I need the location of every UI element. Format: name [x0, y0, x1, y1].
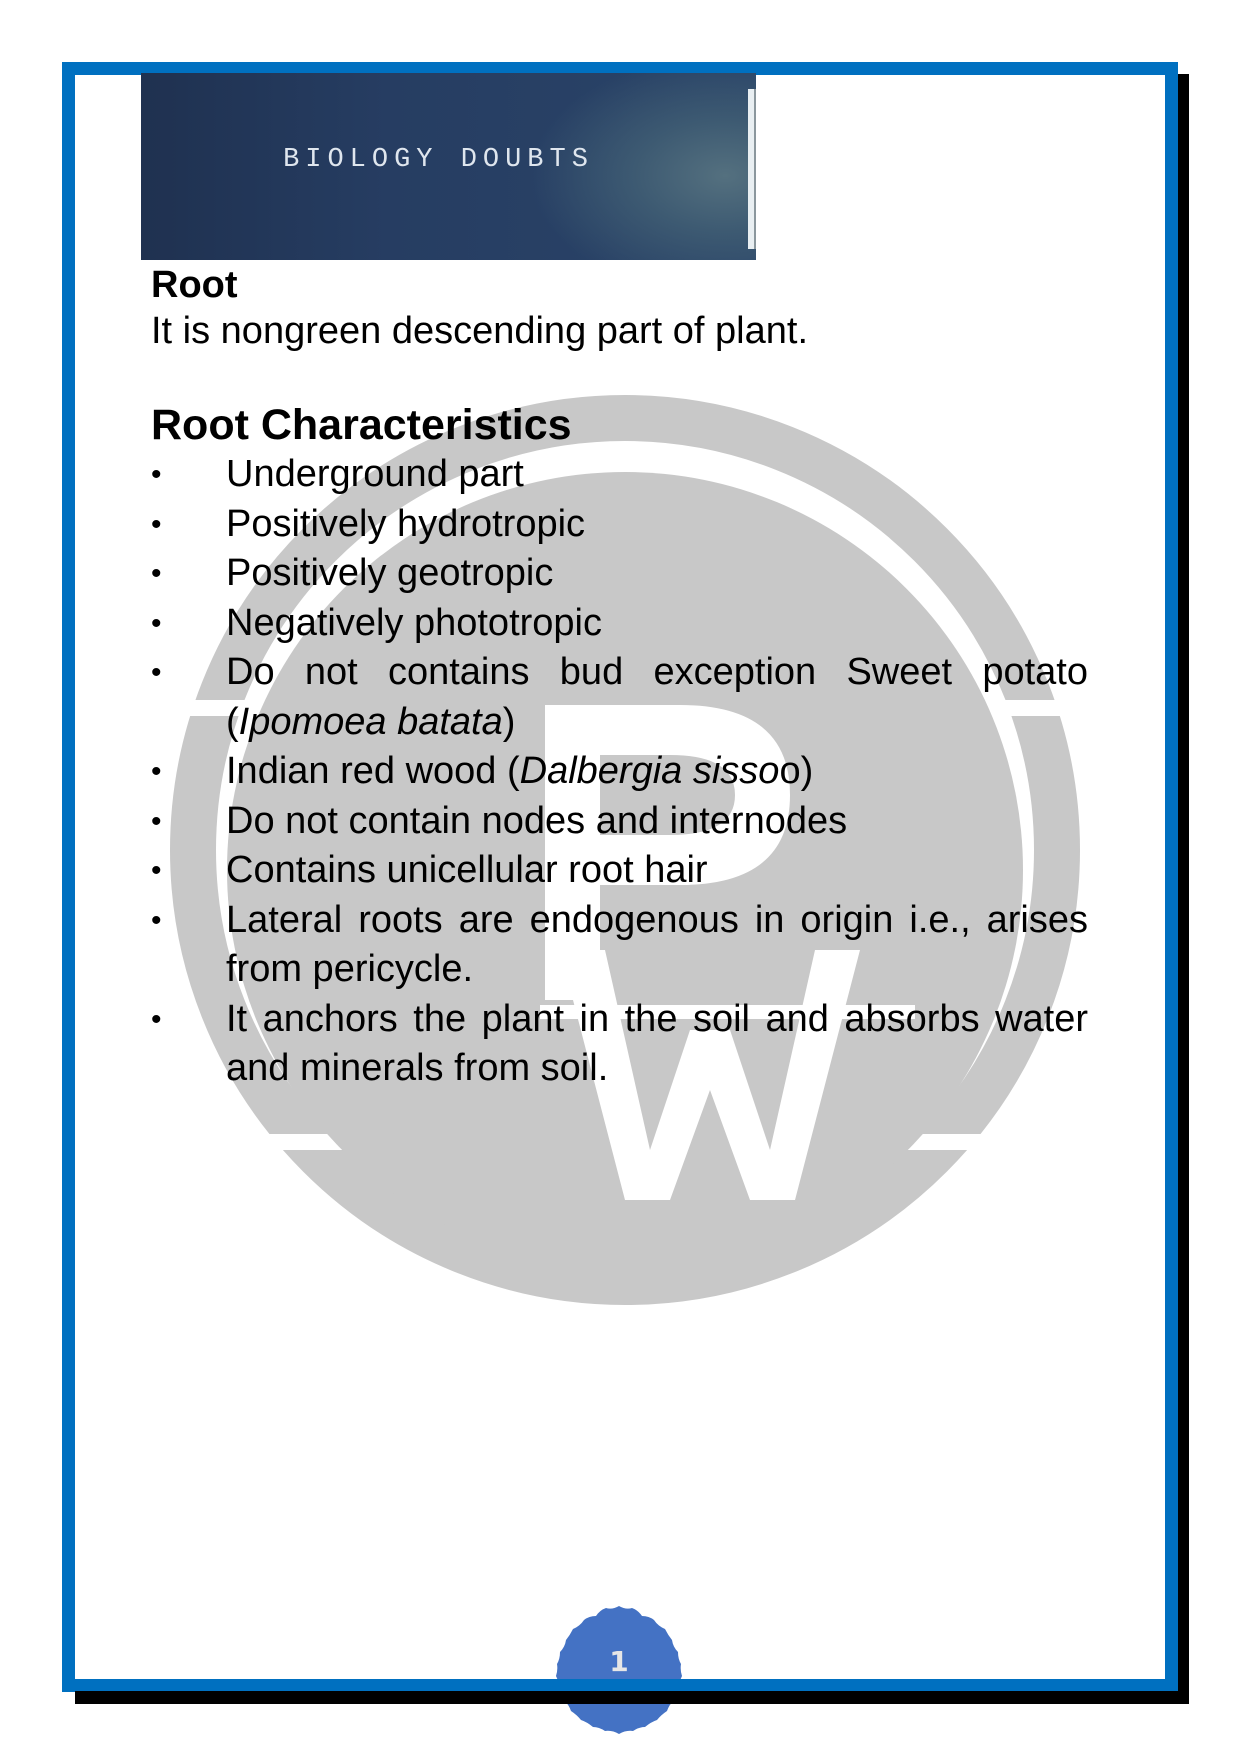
characteristics-list [151, 450, 1088, 1094]
banner-edge-decoration [748, 89, 756, 249]
list-item: • It anchors the plant in the soil and absorbs water and minerals from soil. [151, 995, 1088, 1094]
scientific-name: Ipomoea batata [238, 700, 503, 743]
bullet-icon: • [151, 854, 162, 887]
list-item: • Positively geotropic [151, 549, 1088, 599]
list-item: • Negatively phototropic [151, 599, 1088, 649]
heading-root: Root [151, 264, 238, 306]
bullet-icon: • [151, 1002, 162, 1036]
bullet-icon: • [151, 458, 162, 491]
banner-title: BIOLOGY DOUBTS [283, 145, 594, 175]
list-item: • Underground part [151, 450, 1088, 500]
bullet-icon: • [151, 656, 162, 689]
document-content [151, 262, 1088, 1094]
page-frame-shadow-bottom-edge [75, 1691, 1189, 1704]
bullet-icon: • [151, 804, 162, 838]
list-item: • Do not contains bud exception Sweet potato (Ipomoea batata) [151, 648, 1088, 747]
list-item: • Lateral roots are endogenous in origin i.e., arises from pericycle. [151, 896, 1088, 995]
list-item: • Contains unicellular root hair [151, 846, 1088, 896]
heading-root-characteristics: Root Characteristics [151, 401, 572, 449]
bullet-icon: • [151, 606, 162, 640]
root-definition: It is nongreen descending part of plant. [151, 310, 809, 352]
bullet-icon: • [151, 903, 162, 937]
page-frame-bottom-edge [62, 1679, 1177, 1691]
header-banner [141, 73, 756, 260]
page-number: 1 [609, 1645, 629, 1678]
list-item: • Do not contain nodes and internodes [151, 797, 1088, 847]
bullet-icon: • [151, 557, 162, 590]
bullet-icon: • [151, 507, 162, 541]
list-item: • Indian red wood (Dalbergia sissoo) [151, 747, 1088, 797]
scientific-name: Dalbergia sisso [519, 750, 780, 792]
bullet-icon: • [151, 755, 162, 788]
list-item: • Positively hydrotropic [151, 500, 1088, 550]
